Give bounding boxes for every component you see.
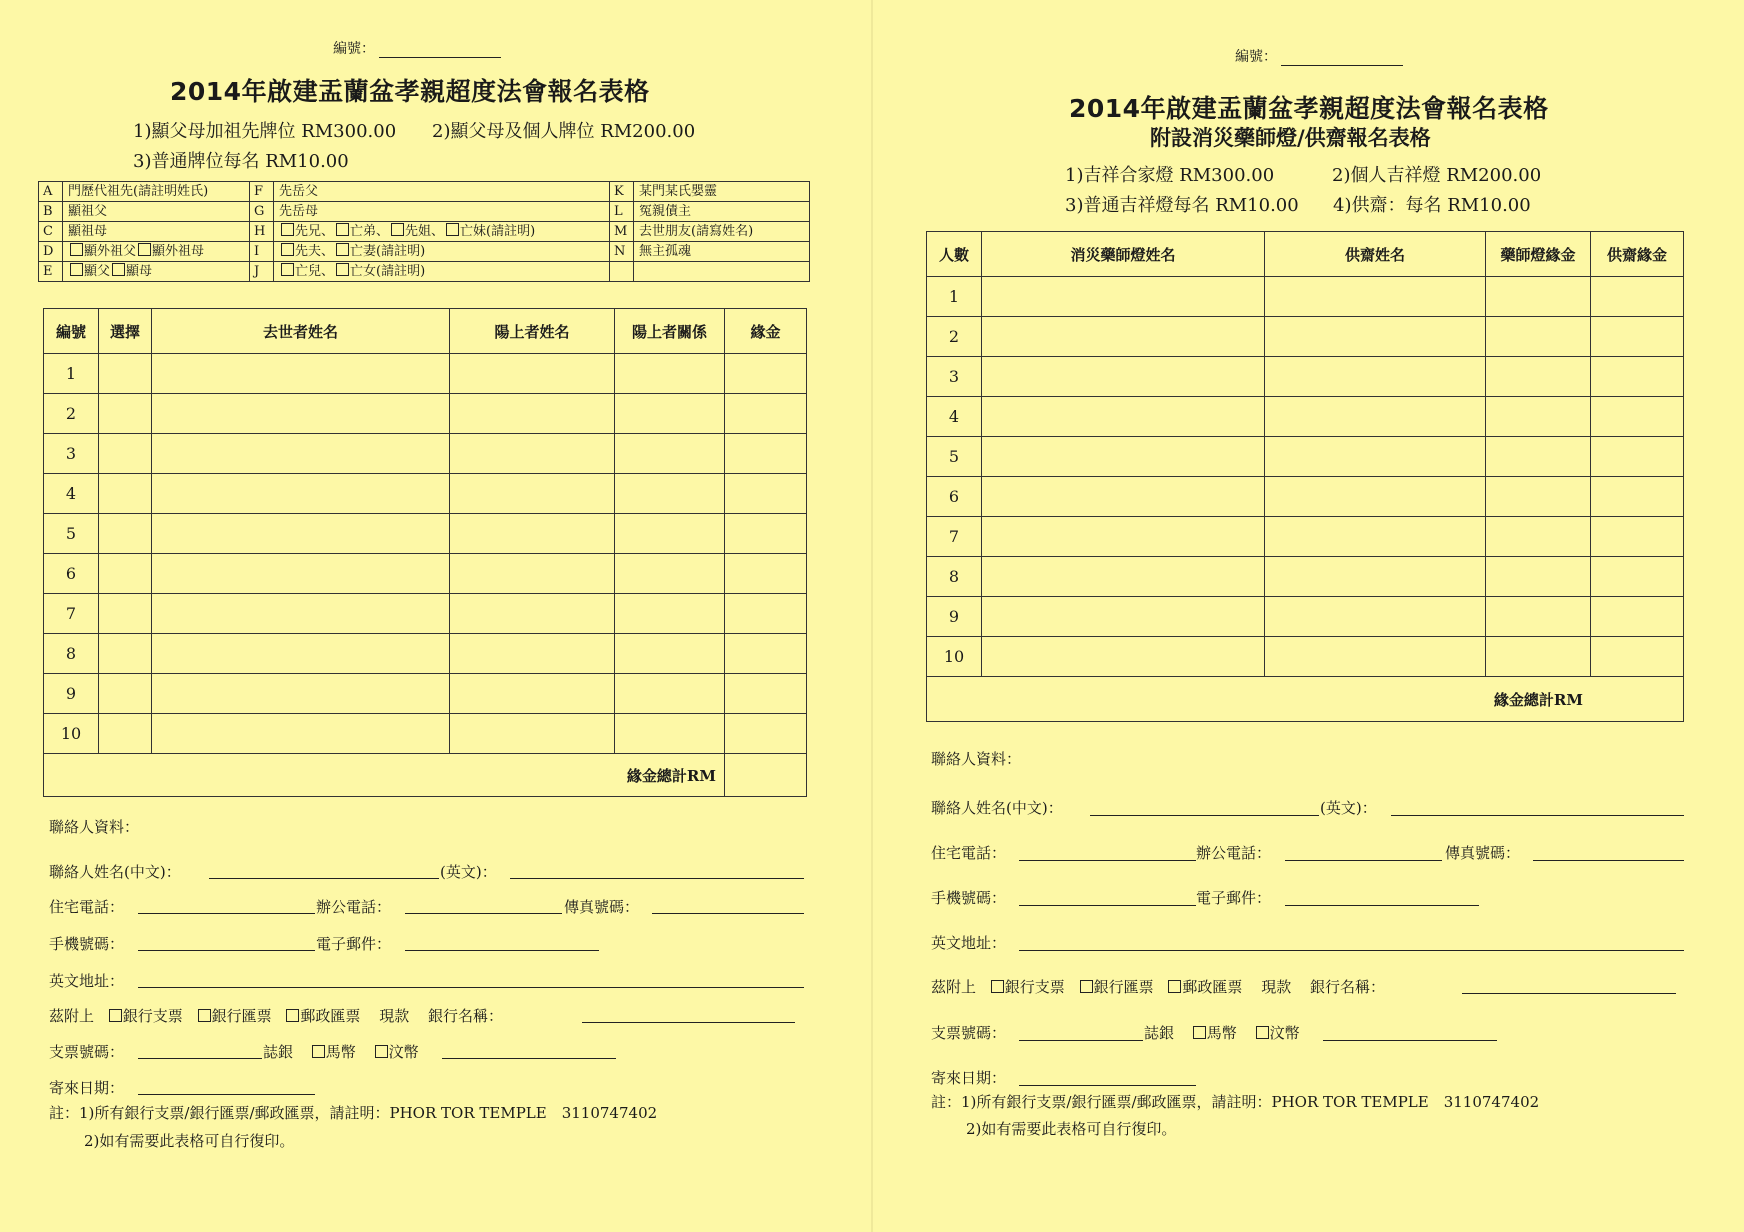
row-input-cell[interactable] xyxy=(982,437,1265,477)
table-row xyxy=(927,477,1684,517)
table-row xyxy=(44,394,807,434)
row-input-cell[interactable] xyxy=(99,674,152,714)
row-input-cell[interactable] xyxy=(1591,557,1684,597)
table-row xyxy=(44,354,807,394)
row-number: 8 xyxy=(44,634,99,674)
row-number: 1 xyxy=(44,354,99,394)
right-form-page xyxy=(872,0,1744,1232)
bank-name-field[interactable] xyxy=(1462,993,1676,994)
mobile-label: 手機號碼： xyxy=(49,935,125,953)
row-number: 7 xyxy=(927,517,982,557)
note-2: 2)如有需要此表格可自行復印。 xyxy=(84,1132,295,1150)
amount-label: 誌銀 xyxy=(263,1043,294,1061)
email-field[interactable] xyxy=(405,950,599,951)
row-input-cell[interactable] xyxy=(1265,277,1486,317)
table-row xyxy=(927,357,1684,397)
price-option-4: 4)供齋：每名 RM10.00 xyxy=(1333,195,1531,216)
mobile-field[interactable] xyxy=(1019,905,1196,906)
row-input-cell[interactable] xyxy=(725,434,807,474)
legend-text: 先岳父 xyxy=(274,182,610,202)
row-input-cell[interactable] xyxy=(99,354,152,394)
row-number: 5 xyxy=(927,437,982,477)
ringgit-checkbox[interactable] xyxy=(1193,1026,1206,1039)
serial-number xyxy=(1235,46,1403,66)
row-input-cell[interactable] xyxy=(152,514,450,554)
row-input-cell[interactable] xyxy=(1591,317,1684,357)
col-header-lamp-name: 消災藥師燈姓名 xyxy=(982,232,1265,277)
legend-key: C xyxy=(39,222,63,242)
row-input-cell[interactable] xyxy=(1591,397,1684,437)
checkbox[interactable] xyxy=(446,223,459,236)
contact-name-en-field[interactable] xyxy=(1391,815,1684,816)
row-input-cell[interactable] xyxy=(1265,517,1486,557)
table-row xyxy=(44,714,807,754)
row-input-cell[interactable] xyxy=(615,354,725,394)
date-sent-label: 寄來日期： xyxy=(49,1079,125,1097)
contact-name-cn-field[interactable] xyxy=(209,878,439,879)
row-input-cell[interactable] xyxy=(615,434,725,474)
row-input-cell[interactable] xyxy=(615,554,725,594)
home-phone-field[interactable] xyxy=(138,913,315,914)
serial-field[interactable] xyxy=(1281,49,1403,66)
row-number: 6 xyxy=(927,477,982,517)
home-phone-label: 住宅電話： xyxy=(931,844,1007,862)
row-number: 3 xyxy=(927,357,982,397)
legend-key: B xyxy=(39,202,63,222)
bank-draft-checkbox[interactable] xyxy=(198,1009,211,1022)
table-row xyxy=(44,634,807,674)
amount-field[interactable] xyxy=(1323,1040,1497,1041)
row-input-cell[interactable] xyxy=(982,517,1265,557)
row-input-cell[interactable] xyxy=(982,597,1265,637)
relation-legend-table xyxy=(38,181,810,282)
row-number: 9 xyxy=(927,597,982,637)
legend-text: 冤親債主 xyxy=(634,202,810,222)
row-input-cell[interactable] xyxy=(982,277,1265,317)
legend-text: 門歷代祖先(請註明姓氏) xyxy=(63,182,250,202)
legend-key: K xyxy=(610,182,634,202)
row-input-cell[interactable] xyxy=(1591,437,1684,477)
bank-name-field[interactable] xyxy=(582,1022,795,1023)
contact-name-en-field[interactable] xyxy=(510,878,804,879)
legend-text: 顯祖母 xyxy=(63,222,250,242)
serial-number xyxy=(333,38,501,58)
legend-key: E xyxy=(39,262,63,282)
row-input-cell[interactable] xyxy=(99,594,152,634)
row-input-cell[interactable] xyxy=(450,394,615,434)
total-amount-field[interactable] xyxy=(725,754,807,797)
row-input-cell[interactable] xyxy=(725,554,807,594)
legend-text: 無主孤魂 xyxy=(634,242,810,262)
row-input-cell[interactable] xyxy=(725,634,807,674)
currency-row: 誌銀 馬幣 汶幣 xyxy=(1144,1024,1300,1042)
row-number: 10 xyxy=(927,637,982,677)
office-phone-label: 辦公電話： xyxy=(316,898,392,916)
row-input-cell[interactable] xyxy=(152,354,450,394)
mobile-label: 手機號碼： xyxy=(931,889,1007,907)
office-phone-field[interactable] xyxy=(1285,860,1442,861)
postal-order-checkbox[interactable] xyxy=(286,1009,299,1022)
row-input-cell[interactable] xyxy=(1265,397,1486,437)
lamp-offering-table xyxy=(926,231,1684,722)
cheque-checkbox[interactable] xyxy=(109,1009,122,1022)
row-input-cell[interactable] xyxy=(1265,637,1486,677)
table-row xyxy=(927,437,1684,477)
row-input-cell[interactable] xyxy=(615,594,725,634)
row-input-cell[interactable] xyxy=(1265,437,1486,477)
checkbox[interactable] xyxy=(391,223,404,236)
contact-heading: 聯絡人資料： xyxy=(49,818,140,836)
legend-options: 顯父 顯母 xyxy=(63,262,250,282)
cheque-no-field[interactable] xyxy=(138,1058,262,1059)
row-input-cell[interactable] xyxy=(1591,277,1684,317)
price-option-1: 1)顯父母加祖先牌位 RM300.00 xyxy=(133,121,397,142)
row-input-cell[interactable] xyxy=(1591,357,1684,397)
legend-key: L xyxy=(610,202,634,222)
row-input-cell[interactable] xyxy=(152,594,450,634)
amount-label: 誌銀 xyxy=(1144,1024,1175,1042)
brunei-dollar-checkbox[interactable] xyxy=(375,1045,388,1058)
col-header-relation: 陽上者關係 xyxy=(615,309,725,354)
office-phone-label: 辦公電話： xyxy=(1196,844,1272,862)
col-header-amount: 緣金 xyxy=(725,309,807,354)
contact-name-cn-label: 聯絡人姓名(中文)： xyxy=(931,799,1063,817)
row-input-cell[interactable] xyxy=(99,714,152,754)
table-row xyxy=(927,317,1684,357)
contact-heading: 聯絡人資料： xyxy=(931,750,1022,768)
legend-options: 先兄、 亡弟、 先姐、 亡妹(請註明) xyxy=(274,222,610,242)
row-input-cell[interactable] xyxy=(725,474,807,514)
legend-text: 先岳母 xyxy=(274,202,610,222)
bank-draft-checkbox[interactable] xyxy=(1080,980,1093,993)
email-label: 電子郵件： xyxy=(316,935,392,953)
row-number: 4 xyxy=(44,474,99,514)
row-input-cell[interactable] xyxy=(982,397,1265,437)
row-input-cell[interactable] xyxy=(1486,437,1591,477)
cheque-no-label: 支票號碼： xyxy=(931,1024,1007,1042)
row-input-cell[interactable] xyxy=(1591,637,1684,677)
row-input-cell[interactable] xyxy=(450,634,615,674)
row-input-cell[interactable] xyxy=(1265,597,1486,637)
legend-key: J xyxy=(250,262,274,282)
row-input-cell[interactable] xyxy=(982,637,1265,677)
row-input-cell[interactable] xyxy=(99,474,152,514)
row-input-cell[interactable] xyxy=(152,634,450,674)
row-number: 10 xyxy=(44,714,99,754)
row-input-cell[interactable] xyxy=(615,474,725,514)
enclosed-label: 茲附上 xyxy=(931,978,977,996)
checkbox[interactable] xyxy=(70,263,83,276)
row-input-cell[interactable] xyxy=(1486,477,1591,517)
row-number: 7 xyxy=(44,594,99,634)
contact-name-cn-field[interactable] xyxy=(1090,815,1319,816)
office-phone-field[interactable] xyxy=(405,913,562,914)
row-number: 5 xyxy=(44,514,99,554)
row-input-cell[interactable] xyxy=(152,434,450,474)
legend-text: 顯祖父 xyxy=(63,202,250,222)
payment-method-row: 茲附上 銀行支票 銀行匯票 郵政匯票 現款 銀行名稱： xyxy=(931,978,1385,996)
legend-key: G xyxy=(250,202,274,222)
row-input-cell[interactable] xyxy=(615,514,725,554)
price-option-1: 1)吉祥合家燈 RM300.00 xyxy=(1065,165,1275,186)
row-input-cell[interactable] xyxy=(1265,557,1486,597)
table-row xyxy=(44,434,807,474)
cash-label: 現款 xyxy=(1261,978,1292,996)
row-input-cell[interactable] xyxy=(1265,317,1486,357)
memorial-entry-table xyxy=(43,308,807,797)
legend-key: H xyxy=(250,222,274,242)
price-option-3: 3)普通吉祥燈每名 RM10.00 xyxy=(1065,195,1299,216)
row-input-cell[interactable] xyxy=(615,674,725,714)
row-input-cell[interactable] xyxy=(615,714,725,754)
checkbox[interactable] xyxy=(112,263,125,276)
fax-label: 傳真號碼： xyxy=(1445,844,1521,862)
email-label: 電子郵件： xyxy=(1196,889,1272,907)
row-number: 2 xyxy=(44,394,99,434)
total-label: 緣金總計RM xyxy=(927,677,1684,722)
table-row xyxy=(927,397,1684,437)
row-input-cell[interactable] xyxy=(725,354,807,394)
checkbox[interactable] xyxy=(336,223,349,236)
table-row xyxy=(44,594,807,634)
table-row xyxy=(927,277,1684,317)
price-option-2: 2)顯父母及個人牌位 RM200.00 xyxy=(432,121,696,142)
note-2: 2)如有需要此表格可自行復印。 xyxy=(966,1120,1177,1138)
legend-options: 先夫、 亡妻(請註明) xyxy=(274,242,610,262)
legend-key: A xyxy=(39,182,63,202)
brunei-dollar-checkbox[interactable] xyxy=(1256,1026,1269,1039)
row-number: 1 xyxy=(927,277,982,317)
date-sent-field[interactable] xyxy=(138,1094,315,1095)
row-input-cell[interactable] xyxy=(725,714,807,754)
enclosed-label: 茲附上 xyxy=(49,1007,95,1025)
row-input-cell[interactable] xyxy=(450,514,615,554)
row-input-cell[interactable] xyxy=(982,357,1265,397)
bank-name-label: 銀行名稱： xyxy=(1309,978,1385,996)
checkbox[interactable] xyxy=(336,263,349,276)
currency-row: 誌銀 馬幣 汶幣 xyxy=(263,1043,419,1061)
address-label: 英文地址： xyxy=(49,972,125,990)
row-number: 4 xyxy=(927,397,982,437)
legend-options: 顯外祖父 顯外祖母 xyxy=(63,242,250,262)
amount-field[interactable] xyxy=(442,1058,616,1059)
row-input-cell[interactable] xyxy=(450,554,615,594)
legend-options: 亡兒、 亡女(請註明) xyxy=(274,262,610,282)
row-input-cell[interactable] xyxy=(450,674,615,714)
table-row xyxy=(44,674,807,714)
mobile-field[interactable] xyxy=(138,950,315,951)
legend-key: D xyxy=(39,242,63,262)
row-input-cell[interactable] xyxy=(1265,357,1486,397)
row-number: 8 xyxy=(927,557,982,597)
legend-key: N xyxy=(610,242,634,262)
row-input-cell[interactable] xyxy=(152,394,450,434)
row-input-cell[interactable] xyxy=(725,674,807,714)
row-input-cell[interactable] xyxy=(615,394,725,434)
checkbox[interactable] xyxy=(336,243,349,256)
row-input-cell[interactable] xyxy=(1486,397,1591,437)
cash-label: 現款 xyxy=(379,1007,410,1025)
row-input-cell[interactable] xyxy=(725,594,807,634)
row-input-cell[interactable] xyxy=(152,714,450,754)
row-number: 2 xyxy=(927,317,982,357)
legend-key: M xyxy=(610,222,634,242)
row-input-cell[interactable] xyxy=(99,394,152,434)
col-header-offering-name: 供齋姓名 xyxy=(1265,232,1486,277)
row-input-cell[interactable] xyxy=(982,477,1265,517)
row-input-cell[interactable] xyxy=(1486,277,1591,317)
ringgit-checkbox[interactable] xyxy=(312,1045,325,1058)
row-input-cell[interactable] xyxy=(1265,477,1486,517)
row-input-cell[interactable] xyxy=(450,714,615,754)
table-row xyxy=(44,474,807,514)
col-header-count: 人數 xyxy=(927,232,982,277)
row-input-cell[interactable] xyxy=(725,514,807,554)
serial-label: 編號： xyxy=(1235,49,1277,65)
row-input-cell[interactable] xyxy=(1486,637,1591,677)
table-row xyxy=(927,557,1684,597)
address-label: 英文地址： xyxy=(931,934,1007,952)
row-input-cell[interactable] xyxy=(1591,477,1684,517)
col-header-lamp-amount: 藥師燈緣金 xyxy=(1486,232,1591,277)
row-input-cell[interactable] xyxy=(1486,597,1591,637)
row-input-cell[interactable] xyxy=(1486,317,1591,357)
date-sent-label: 寄來日期： xyxy=(931,1069,1007,1087)
note-1: 註：1)所有銀行支票/銀行匯票/郵政匯票，請註明：PHOR TOR TEMPLE 3110747402 xyxy=(49,1104,658,1122)
legend-text: 某門某氏嬰靈 xyxy=(634,182,810,202)
row-input-cell[interactable] xyxy=(450,474,615,514)
serial-label: 編號： xyxy=(333,41,375,57)
col-header-select: 選擇 xyxy=(99,309,152,354)
row-input-cell[interactable] xyxy=(99,634,152,674)
table-row xyxy=(927,517,1684,557)
address-field[interactable] xyxy=(1019,950,1684,951)
row-input-cell[interactable] xyxy=(1591,597,1684,637)
row-input-cell[interactable] xyxy=(615,634,725,674)
table-row xyxy=(44,554,807,594)
cheque-no-field[interactable] xyxy=(1019,1040,1143,1041)
row-number: 6 xyxy=(44,554,99,594)
total-label: 緣金總計RM xyxy=(44,754,725,797)
table-row xyxy=(927,597,1684,637)
fax-label: 傳真號碼： xyxy=(564,898,640,916)
price-option-2: 2)個人吉祥燈 RM200.00 xyxy=(1332,165,1542,186)
row-input-cell[interactable] xyxy=(982,557,1265,597)
address-field[interactable] xyxy=(138,987,804,988)
row-input-cell[interactable] xyxy=(1486,557,1591,597)
contact-name-cn-label: 聯絡人姓名(中文)： xyxy=(49,863,181,881)
checkbox[interactable] xyxy=(281,243,294,256)
postal-order-checkbox[interactable] xyxy=(1168,980,1181,993)
bank-name-label: 銀行名稱： xyxy=(427,1007,503,1025)
home-phone-label: 住宅電話： xyxy=(49,898,125,916)
cheque-no-label: 支票號碼： xyxy=(49,1043,125,1061)
row-input-cell[interactable] xyxy=(982,317,1265,357)
row-input-cell[interactable] xyxy=(725,394,807,434)
email-field[interactable] xyxy=(1285,905,1479,906)
row-input-cell[interactable] xyxy=(450,594,615,634)
contact-name-en-label: (英文)： xyxy=(440,863,497,881)
fax-field[interactable] xyxy=(652,913,804,914)
home-phone-field[interactable] xyxy=(1019,860,1196,861)
fax-field[interactable] xyxy=(1533,860,1684,861)
cheque-checkbox[interactable] xyxy=(991,980,1004,993)
form-subtitle: 附設消災藥師燈/供齋報名表格 xyxy=(1150,126,1431,150)
checkbox[interactable] xyxy=(70,243,83,256)
row-input-cell[interactable] xyxy=(1591,517,1684,557)
note-1: 註：1)所有銀行支票/銀行匯票/郵政匯票，請註明：PHOR TOR TEMPLE 3110747402 xyxy=(931,1093,1540,1111)
legend-key: I xyxy=(250,242,274,262)
contact-name-en-label: (英文)： xyxy=(1320,799,1377,817)
row-input-cell[interactable] xyxy=(152,554,450,594)
legend-key: F xyxy=(250,182,274,202)
legend-text: 去世朋友(請寫姓名) xyxy=(634,222,810,242)
row-input-cell[interactable] xyxy=(1486,357,1591,397)
serial-field[interactable] xyxy=(379,41,501,58)
row-input-cell[interactable] xyxy=(450,434,615,474)
row-input-cell[interactable] xyxy=(99,514,152,554)
row-input-cell[interactable] xyxy=(152,674,450,714)
row-input-cell[interactable] xyxy=(99,434,152,474)
col-header-deceased-name: 去世者姓名 xyxy=(152,309,450,354)
col-header-number: 編號 xyxy=(44,309,99,354)
row-input-cell[interactable] xyxy=(1486,517,1591,557)
checkbox[interactable] xyxy=(138,243,151,256)
table-row xyxy=(927,637,1684,677)
col-header-living-name: 陽上者姓名 xyxy=(450,309,615,354)
row-input-cell[interactable] xyxy=(99,554,152,594)
row-input-cell[interactable] xyxy=(152,474,450,514)
checkbox[interactable] xyxy=(281,223,294,236)
payment-method-row: 茲附上 銀行支票 銀行匯票 郵政匯票 現款 銀行名稱： xyxy=(49,1007,503,1025)
col-header-offering-amount: 供齋緣金 xyxy=(1591,232,1684,277)
price-option-3: 3)普通牌位每名 RM10.00 xyxy=(133,151,349,172)
form-title: 2014年啟建盂蘭盆孝親超度法會報名表格 xyxy=(1069,94,1549,123)
row-number: 9 xyxy=(44,674,99,714)
row-input-cell[interactable] xyxy=(450,354,615,394)
form-title: 2014年啟建盂蘭盆孝親超度法會報名表格 xyxy=(170,77,650,106)
table-row xyxy=(44,514,807,554)
checkbox[interactable] xyxy=(281,263,294,276)
date-sent-field[interactable] xyxy=(1019,1085,1196,1086)
row-number: 3 xyxy=(44,434,99,474)
